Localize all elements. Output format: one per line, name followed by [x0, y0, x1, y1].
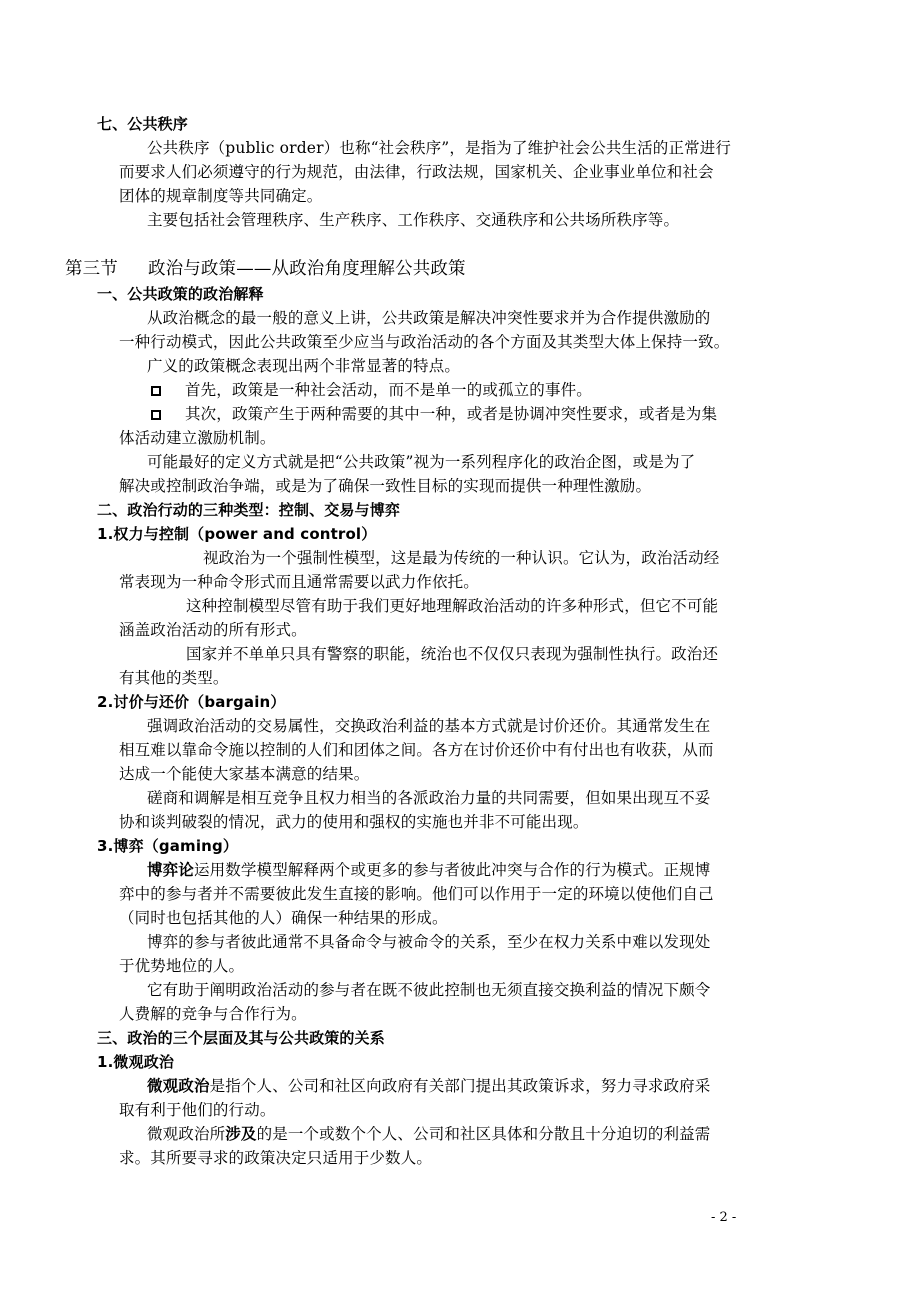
paragraph-line: 涵盖政治活动的所有形式。: [119, 621, 307, 639]
page-number: - 2 -: [711, 1210, 737, 1225]
paragraph-line: （同时也包括其他的人）确保一种结果的形成。: [119, 909, 448, 927]
heading-part3: 三、政治的三个层面及其与公共政策的关系: [97, 1029, 385, 1047]
subheading-gaming: 3.博弈（gaming）: [97, 837, 238, 855]
paragraph-line: 主要包括社会管理秩序、生产秩序、工作秩序、交通秩序和公共场所秩序等。: [147, 211, 680, 229]
paragraph-line: 解决或控制政治争端，或是为了确保一致性目标的实现而提供一种理性激励。: [119, 477, 652, 495]
square-bullet-icon: [151, 386, 161, 396]
paragraph-line: 视政治为一个强制性模型，这是最为传统的一种认识。它认为，政治活动经: [203, 549, 720, 567]
bullet-item: [151, 379, 592, 401]
bullet-item: [151, 403, 717, 425]
paragraph-line: 求。其所要寻求的政策决定只适用于少数人。: [119, 1149, 433, 1167]
heading-part1: 一、公共政策的政治解释: [97, 285, 264, 303]
paragraph-line: 这种控制模型尽管有助于我们更好地理解政治活动的许多种形式，但它不可能: [186, 597, 719, 615]
section-title: [65, 256, 466, 282]
paragraph-line: 相互难以靠命令施以控制的人们和团体之间。各方在讨价还价中有付出也有收获，从而: [119, 741, 714, 759]
line-text: 是指个人、公司和社区向政府有关部门提出其政策诉求，努力寻求政府采: [209, 1077, 711, 1095]
paragraph-line: 有其他的类型。: [119, 669, 229, 687]
heading-public-order: 七、公共秩序: [97, 115, 188, 133]
paragraph-line: 可能最好的定义方式就是把“公共政策”视为一系列程序化的政治企图，或是为了: [147, 453, 696, 471]
paragraph-line: 国家并不单单只具有警察的职能，统治也不仅仅只表现为强制性执行。政治还: [186, 645, 719, 663]
square-bullet-icon: [151, 410, 161, 420]
term-game-theory: 博弈论: [147, 861, 194, 879]
paragraph-line: 它有助于阐明政治活动的参与者在既不彼此控制也无须直接交换利益的情况下颇令: [147, 981, 711, 999]
subheading-micro-politics: 1.微观政治: [97, 1053, 175, 1071]
paragraph-line: 而要求人们必须遵守的行为规范，由法律，行政法规，国家机关、企业事业单位和社会: [119, 163, 714, 181]
section-label: 第三节: [65, 259, 118, 279]
paragraph-line: 从政治概念的最一般的意义上讲，公共政策是解决冲突性要求并为合作提供激励的: [147, 309, 711, 327]
bullet-text: 首先，政策是一种社会活动，而不是单一的或孤立的事件。: [185, 381, 592, 399]
line-text: 微观政治所: [147, 1125, 226, 1143]
term-involves: 涉及: [225, 1125, 257, 1143]
line-text: 的是一个或数个个人、公司和社区具体和分散且十分迫切的利益需: [256, 1125, 711, 1143]
paragraph-line: 强调政治活动的交易属性，交换政治利益的基本方式就是讨价还价。其通常发生在: [147, 717, 711, 735]
paragraph-line: 取有利于他们的行动。: [119, 1101, 276, 1119]
heading-part2: 二、政治行动的三种类型：控制、交易与博弈: [97, 501, 401, 519]
term-micro-politics: 微观政治: [147, 1077, 210, 1095]
subheading-power-control: 1.权力与控制（power and control）: [97, 525, 377, 543]
paragraph-line: 磋商和调解是相互竞争且权力相当的各派政治力量的共同需要，但如果出现互不妥: [147, 789, 711, 807]
paragraph-line: 体活动建立激励机制。: [119, 429, 276, 447]
paragraph-line: 常表现为一种命令形式而且通常需要以武力作依托。: [119, 573, 479, 591]
subheading-bargain: 2.讨价与还价（bargain）: [97, 693, 286, 711]
paragraph-line: 博弈的参与者彼此通常不具备命令与被命令的关系，至少在权力关系中难以发现处: [147, 933, 711, 951]
paragraph-line: [147, 1123, 710, 1145]
paragraph-line: 人费解的竞争与合作行为。: [119, 1005, 307, 1023]
paragraph-line: 弈中的参与者并不需要彼此发生直接的影响。他们可以作用于一定的环境以使他们自己: [119, 885, 714, 903]
paragraph-line: 协和谈判破裂的情况，武力的使用和强权的实施也并非不可能出现。: [119, 813, 589, 831]
paragraph-line: 于优势地位的人。: [119, 957, 245, 975]
paragraph-line: 达成一个能使大家基本满意的结果。: [119, 765, 370, 783]
line-text: 运用数学模型解释两个或更多的参与者彼此冲突与合作的行为模式。正规博: [193, 861, 711, 879]
paragraph-line: [147, 1075, 710, 1097]
paragraph-line: [147, 859, 710, 881]
paragraph-line: 广义的政策概念表现出两个非常显著的特点。: [147, 357, 461, 375]
paragraph-line: 公共秩序（public order）也称“社会秩序”，是指为了维护社会公共生活的正常进行: [147, 139, 732, 157]
paragraph-line: 一种行动模式，因此公共政策至少应当与政治活动的各个方面及其类型大体上保持一致。: [119, 333, 730, 351]
bullet-text: 其次，政策产生于两种需要的其中一种，或者是协调冲突性要求，或者是为集: [185, 405, 718, 423]
paragraph-line: 团体的规章制度等共同确定。: [119, 187, 323, 205]
section-title-text: 政治与政策——从政治角度理解公共政策: [147, 259, 466, 279]
